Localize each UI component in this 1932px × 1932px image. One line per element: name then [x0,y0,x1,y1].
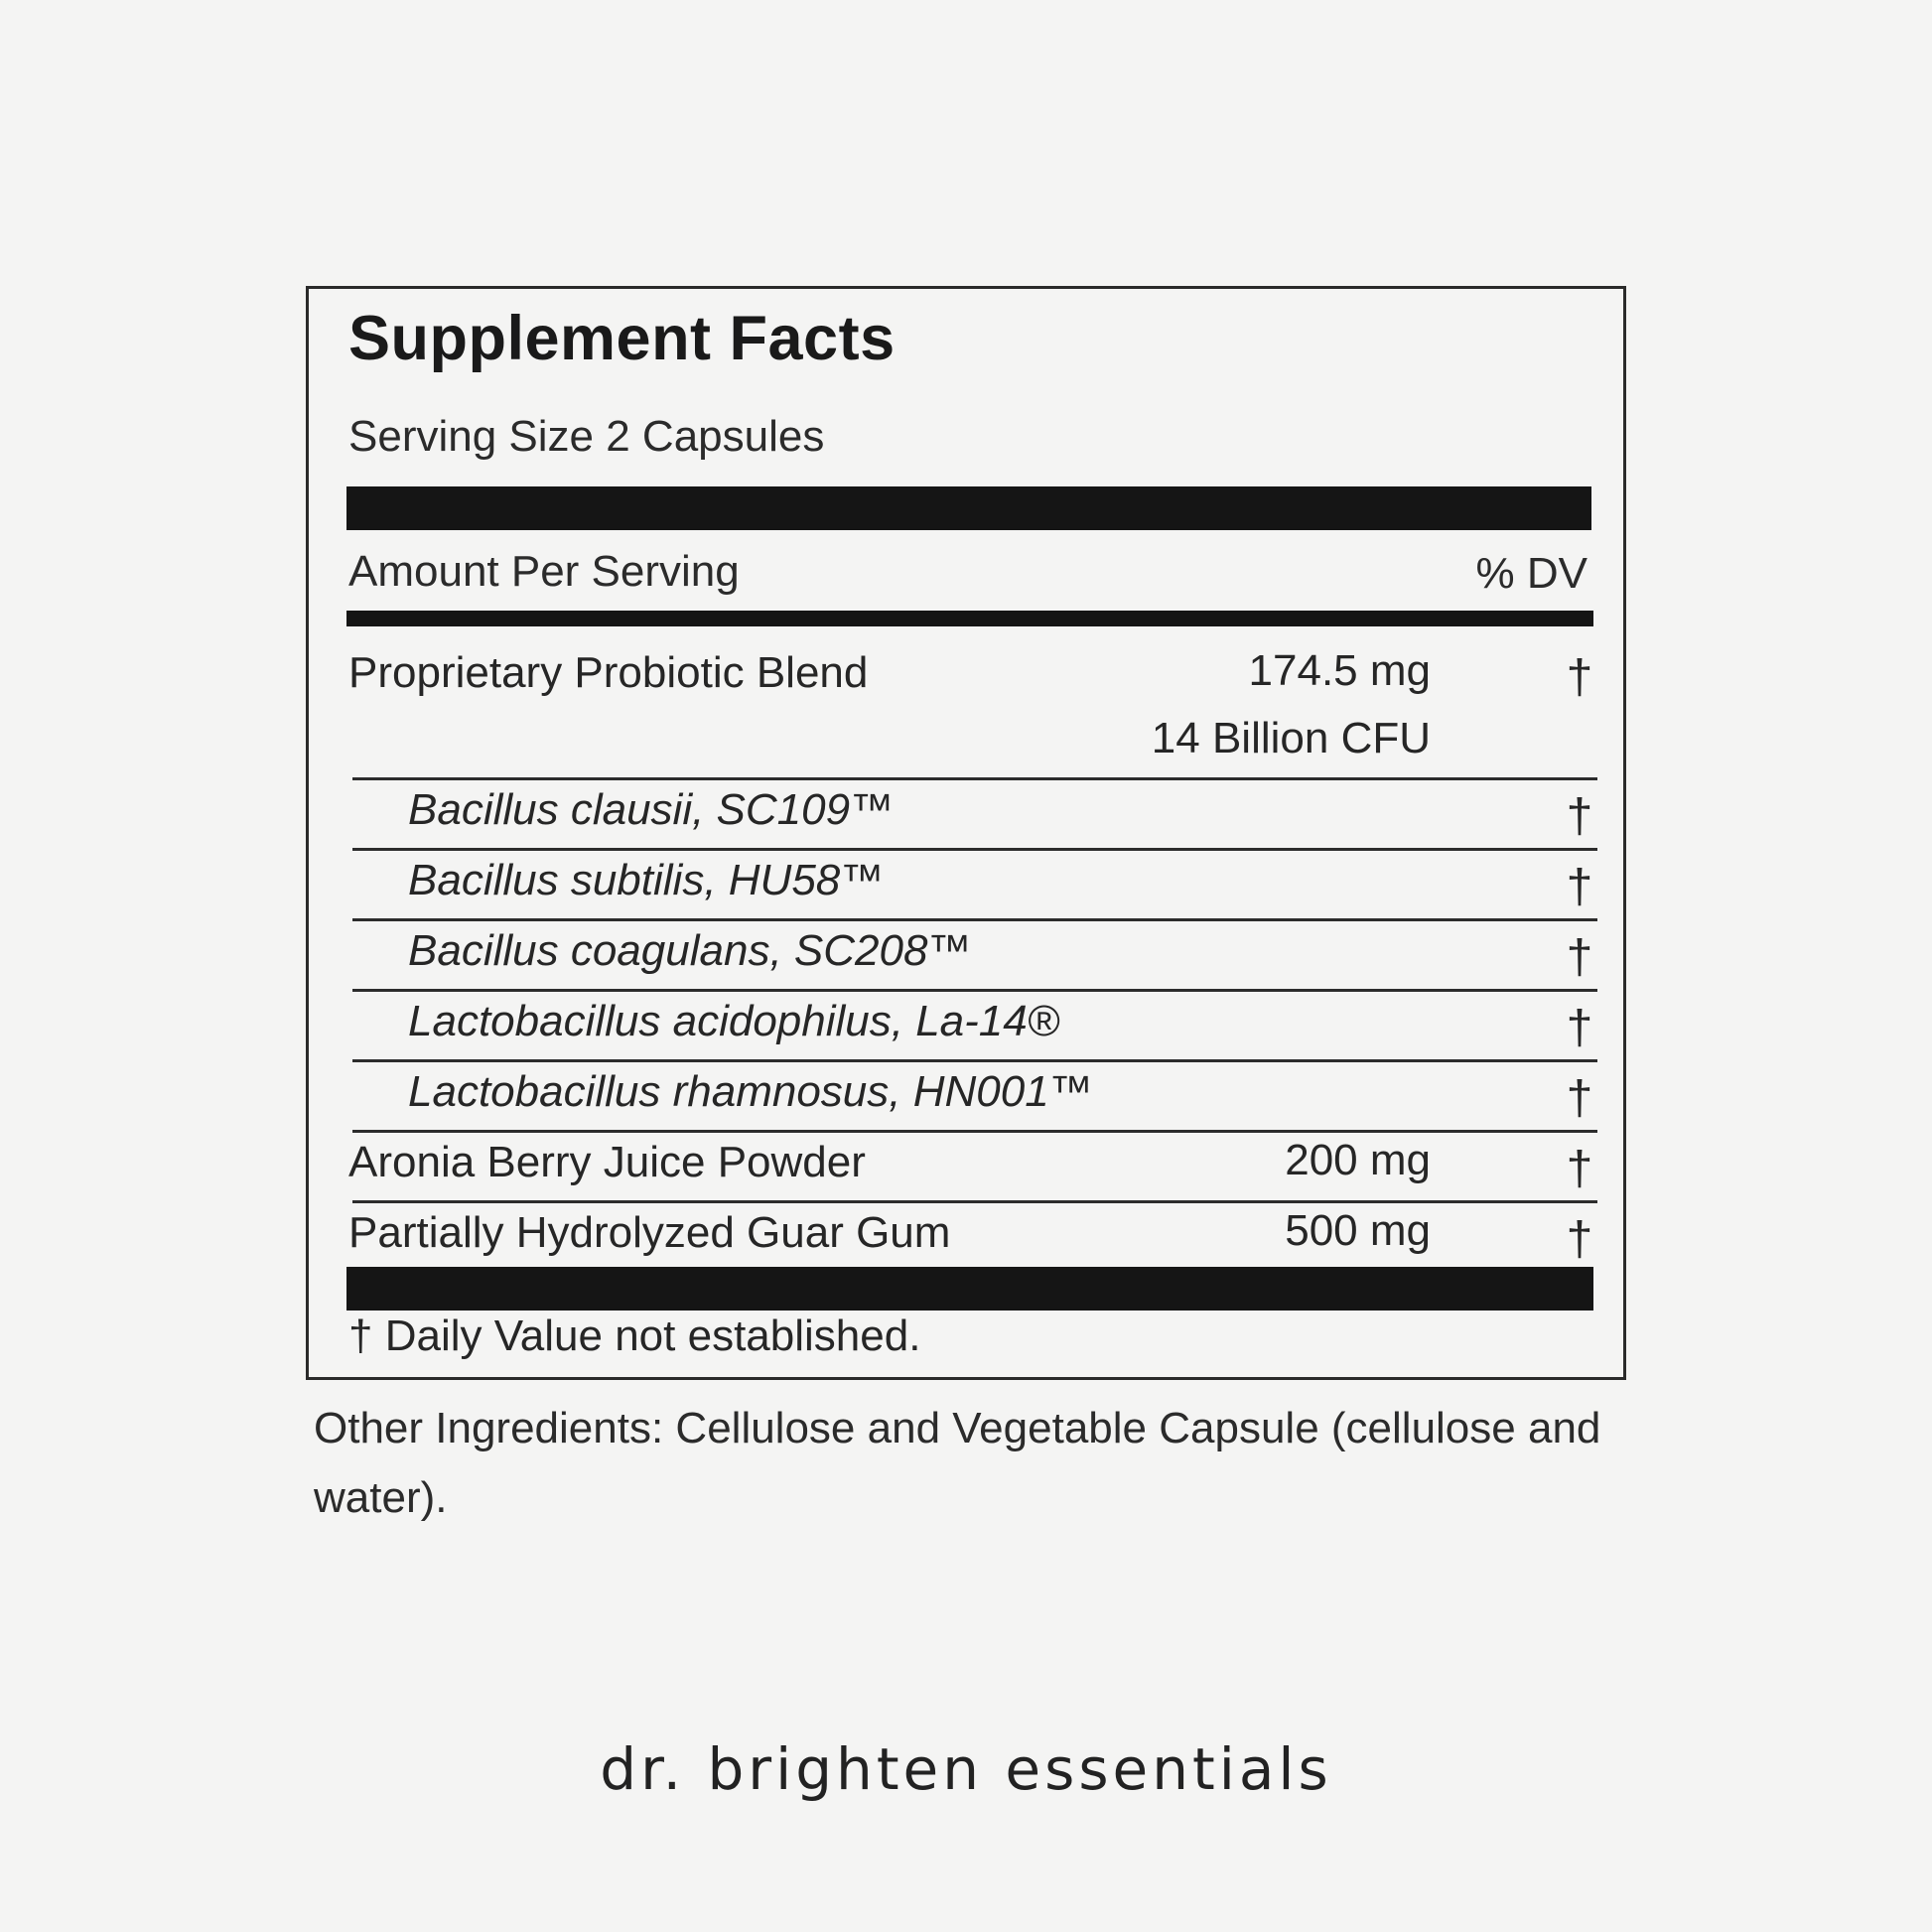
row-divider [352,1059,1597,1062]
row-divider [352,1130,1597,1133]
row-divider [352,777,1597,780]
strain-dv: † [1566,1002,1593,1054]
ingredient-dv: † [1566,1213,1593,1266]
row-divider [352,1200,1597,1203]
thick-divider-top [346,486,1591,530]
row-divider [352,989,1597,992]
ingredient-amount: 500 mg [1285,1206,1431,1255]
strain-name: Lactobacillus acidophilus, La-14® [408,997,1060,1045]
blend-cfu: 14 Billion CFU [1151,714,1431,762]
ingredient-dv: † [1566,1143,1593,1195]
strain-dv: † [1566,1072,1593,1125]
strain-name: Bacillus coagulans, SC208™ [408,926,972,975]
blend-name: Proprietary Probiotic Blend [348,648,869,697]
serving-size: Serving Size 2 Capsules [348,412,825,461]
strain-name: Bacillus subtilis, HU58™ [408,856,885,904]
ingredient-name: Aronia Berry Juice Powder [348,1138,866,1186]
strain-dv: † [1566,861,1593,913]
blend-dv: † [1566,651,1593,704]
daily-value-header: % DV [1475,549,1587,598]
row-divider [352,918,1597,921]
panel-title: Supplement Facts [348,304,896,373]
medium-divider [346,611,1593,626]
amount-per-serving-header: Amount Per Serving [348,547,740,596]
daily-value-footnote: † Daily Value not established. [348,1311,921,1360]
strain-dv: † [1566,790,1593,843]
strain-name: Bacillus clausii, SC109™ [408,785,895,834]
ingredient-amount: 200 mg [1285,1136,1431,1184]
other-ingredients: Other Ingredients: Cellulose and Vegetable Capsule (cellulose and water). [314,1404,1601,1522]
strain-dv: † [1566,931,1593,984]
thick-divider-bottom [346,1267,1593,1311]
blend-amount: 174.5 mg [1248,646,1431,695]
supplement-facts-panel [306,286,1626,1380]
brand-wordmark: dr. brighten essentials [600,1735,1332,1803]
row-divider [352,848,1597,851]
ingredient-name: Partially Hydrolyzed Guar Gum [348,1208,951,1257]
strain-name: Lactobacillus rhamnosus, HN001™ [408,1067,1093,1116]
